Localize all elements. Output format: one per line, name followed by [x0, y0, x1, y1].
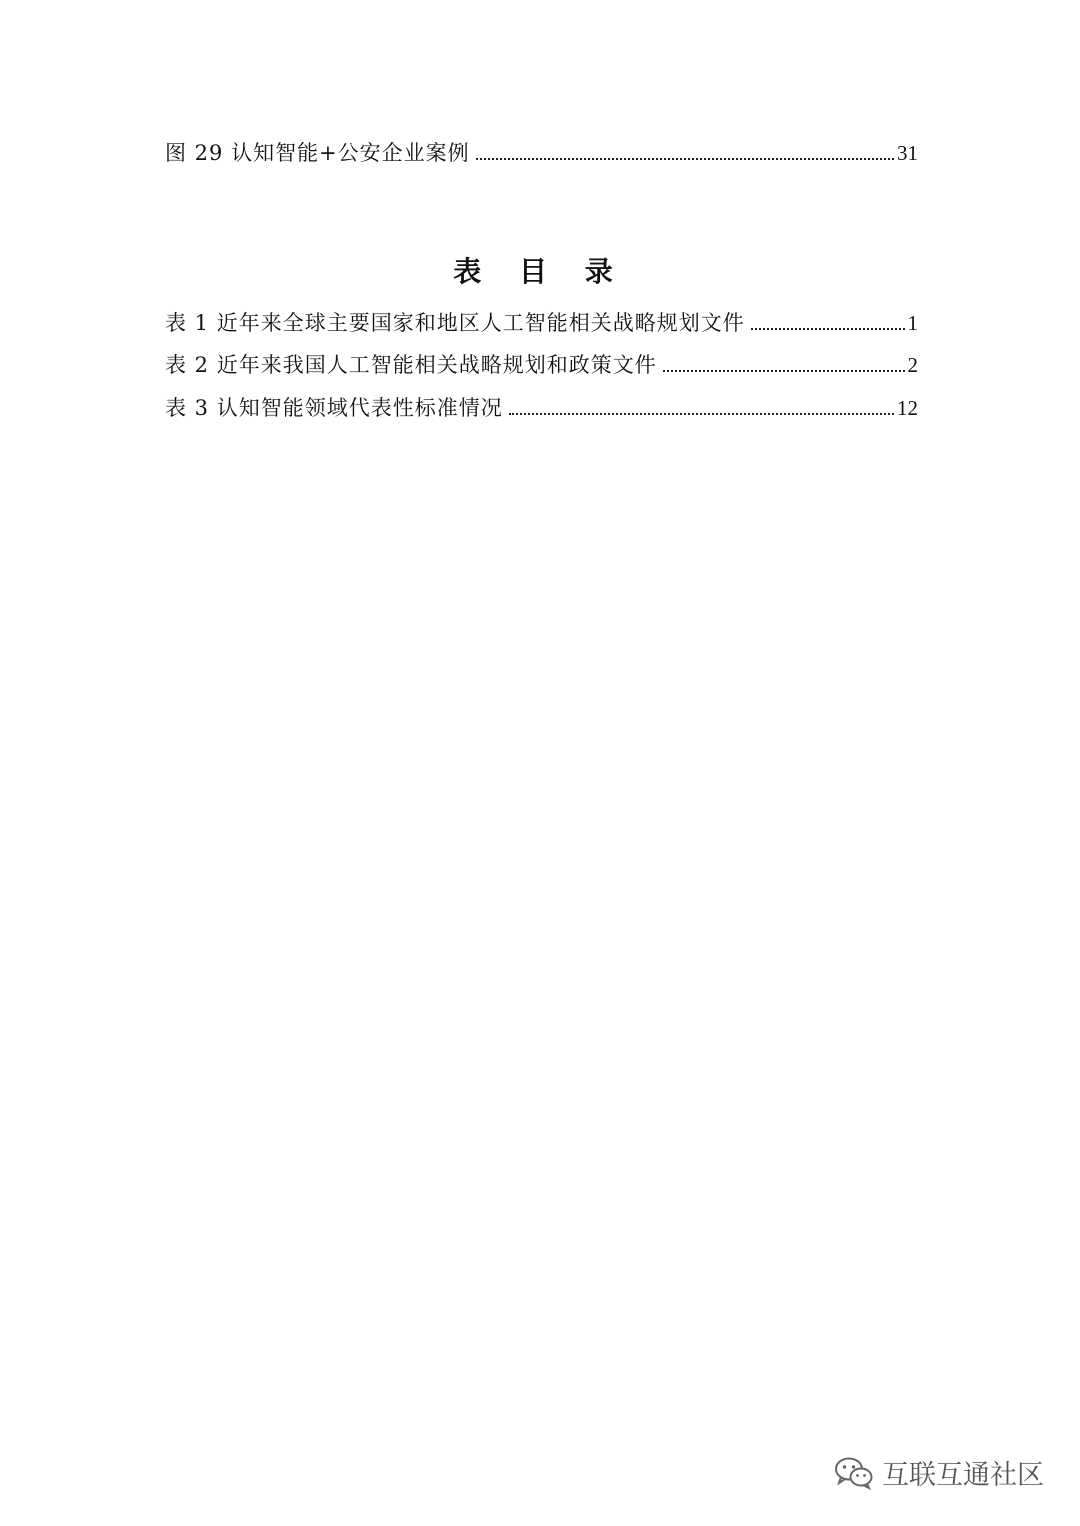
toc-entry-page: 12: [897, 396, 918, 420]
watermark-text: 互联互通社区: [882, 1460, 1044, 1491]
section-title: 表 目 录: [453, 255, 627, 288]
toc-entry-label: 图 29 认知智能+公安企业案例: [165, 141, 470, 165]
toc-entry-page: 2: [907, 353, 918, 377]
dot-leader: [476, 158, 894, 160]
toc-entry-figure-29[interactable]: [165, 138, 918, 168]
dot-leader: [663, 370, 905, 372]
dot-leader: [751, 328, 905, 330]
wechat-icon: [834, 1456, 874, 1490]
toc-entry-page: 1: [907, 311, 918, 335]
toc-entry-label: 表 1 近年来全球主要国家和地区人工智能相关战略规划文件: [165, 311, 745, 335]
toc-entry-page: 31: [897, 141, 918, 165]
toc-entry-table-3[interactable]: [165, 393, 918, 423]
watermark: [834, 1453, 1044, 1492]
toc-entry-label: 表 3 认知智能领域代表性标准情况: [165, 396, 503, 420]
toc-entry-table-1[interactable]: [165, 308, 918, 338]
toc-entry-label: 表 2 近年来我国人工智能相关战略规划和政策文件: [165, 353, 657, 377]
dot-leader: [509, 413, 894, 415]
toc-entry-table-2[interactable]: [165, 350, 918, 380]
